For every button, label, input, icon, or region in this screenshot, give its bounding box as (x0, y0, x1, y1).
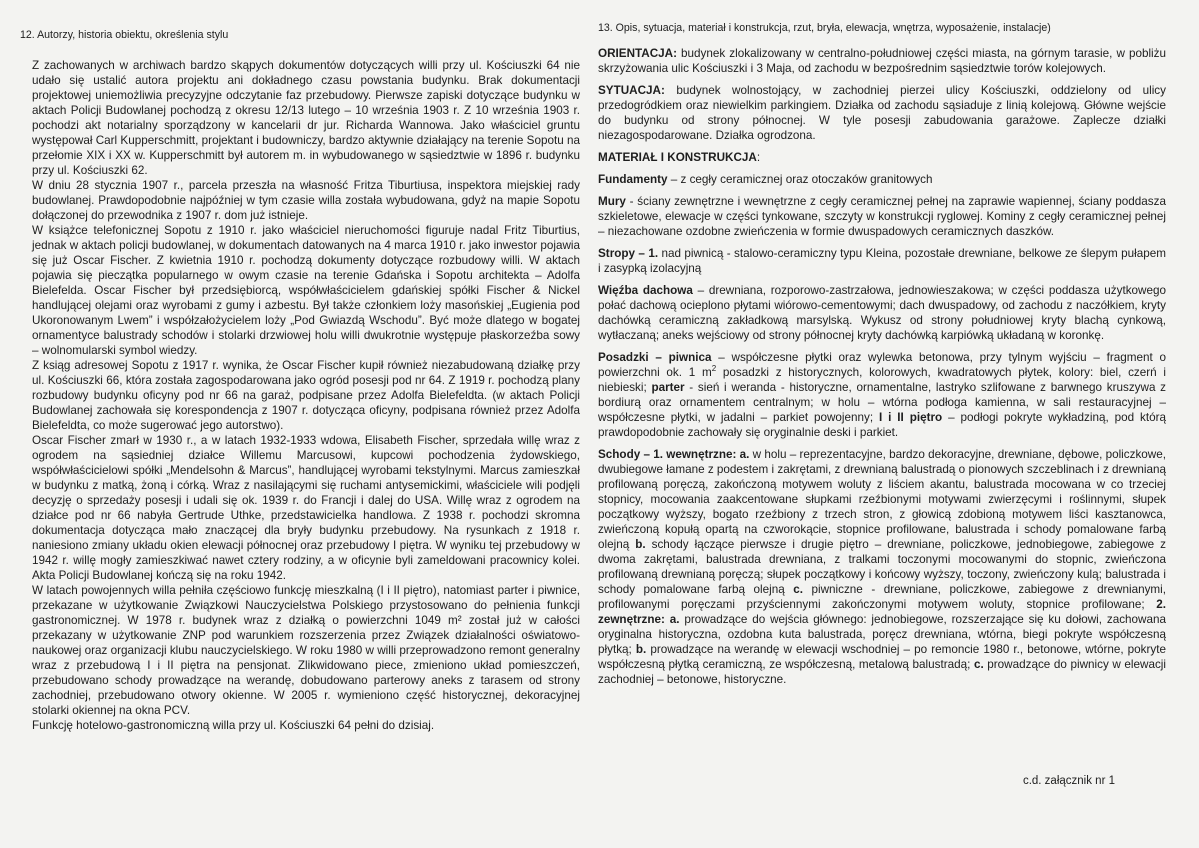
posadzki-label: Posadzki – piwnica (598, 351, 712, 364)
mury-text: - ściany zewnętrzne i wewnętrzne z cegły ceramicznej pełnej na zaprawie wapiennej, ściany poddasza szkieletowe, elewacje w części tynkowane, szczyty w konstrukcji ryglowej. Kominy z cegły ceramicznej pełnej – niezachowane ozdobne zwieńczenia w formie dwuspadowych ceramicznych daszków. (598, 195, 1166, 238)
posadzki-text: posadzki z historycznych, kolorowych, kwadratowych płytek, kolory: biel, czerń i niebieski; (598, 366, 1166, 394)
sytuacja-paragraph (598, 83, 1166, 143)
parter-label: parter (651, 381, 685, 394)
fundamenty-label: Fundamenty (598, 173, 668, 186)
material-heading (598, 150, 1166, 165)
fundamenty-text: – z cegły ceramicznej oraz otoczaków granitowych (667, 173, 933, 186)
left-column (0, 0, 590, 848)
stropy-text: nad piwnicą - stalowo-ceramiczny typu Kleina, pozostałe drewniane, belkowe ze ślepym pułapem i zasypką izolacyjną (598, 247, 1166, 275)
orientacja-text: budynek zlokalizowany w centralno-południowej części miasta, na górnym tarasie, w pobliżu skrzyżowania ulic Kościuszki i 3 Maja, od zachodu w bezpośrednim sąsiedztwie torów kolejowych. (598, 47, 1166, 75)
section-13-header: 13. Opis, sytuacja, materiał i konstrukcja, rzut, bryła, elewacja, wnętrza, wyposażenie, instalacje) (598, 22, 1051, 34)
schody-text: piwniczne - drewniane, policzkowe, zabiegowe z drewnianymi, profilowanymi poręczami przyściennymi zakończonymi motywem woluty, stopnice profilowane; (598, 583, 1166, 611)
posadzki-text: - sień i weranda - historyczne, ornamentalne, lastryko szlifowane z barwnego kruszywa z bordiurą oraz ornamentem centralnym; w holu – wtórna podłoga kamienna, w sali restauracyjnej – współczesne płytki, w jadalni – parkiet powojenny; (598, 381, 1166, 424)
posadzki-paragraph (598, 350, 1166, 440)
wiezba-label: Więźba dachowa (598, 284, 693, 297)
material-heading-text: MATERIAŁ I KONSTRUKCJA (598, 151, 757, 164)
schody-c-label: c. (793, 583, 803, 596)
schody-2c-label: c. (973, 658, 984, 671)
paragraph: W latach powojennych willa pełniła częściowo funkcję mieszkalną (I i II piętro), natomiast parter i piwnice, przekazane w użytkowanie Związkowi Nauczycielstwa Polskiego przystosowano do pełnienia funkcji gastronomicznej. W 1978 r. budynek wraz z działką o powierzchni 1049 m² został już w całości przekazany w użytkowanie ZNP pod warunkiem rozszerzenia przez Związek działalności oświatowo-naukowej oraz organizacji klubu nauczycielskiego. W roku 1980 w willi przeprowadzono remont generalny wraz z przebudową I i II piętra na pensjonat. Zlikwidowano piece, zmieniono układ pomieszczeń, przebudowano schody prowadzące na werandę, dobudowano parterowy aneks z tarasem od strony zachodniej, przebudowano otwory okienne. W 2005 r. wymieniono część historycznej, dekoracyjnej stolarki okiennej na okna PCV. (32, 584, 580, 717)
mury-paragraph (598, 194, 1166, 239)
schody-text: prowadzące do piwnicy w elewacji zachodniej – betonowe, historyczne. (598, 658, 1166, 686)
paragraph: W książce telefonicznej Sopotu z 1910 r. jako właściciel nieruchomości figuruje nadal Fritz Tiburtius, jednak w aktach policji budowlanej, w dokumentach datowanych na 4 marca 1910 r. jako inwestor pojawia się już Oscar Fischer. Z kwietnia 1910 r. pochodzą dokumenty dotyczące rozbudowy willi. W aktach pojawia się pieczątka popularnego w owym czasie na terenie Gdańska i Sopotu architekta – Adolfa Bielefelda. Oscar Fischer był przedsiębiorcą, współwłaścicielem gdańskiej spółki Fischer & Nickel handlującej olejami oraz wyrobami z gumy i azbestu. Był także członkiem loży masońskiej „Eugienia pod Ukoronowanym Lwem” i współzałożycielem loży „Pod Gwiazdą Wschodu”. Być może dlatego w bogatej ornamentyce balustrady schodów i stolarki drzwiowej holu willi dwukrotnie występuje płaskorzeźba sowy – wolnomularski symbol wiedzy. (32, 224, 580, 357)
continuation-note: c.d. załącznik nr 1 (1022, 775, 1115, 787)
posadzki-text: – podłogi pokryte wykładziną, pod którą prawdopodobnie zachowały się oryginalnie deski i parkiet. (598, 411, 1166, 439)
paragraph: Z zachowanych w archiwach bardzo skąpych dokumentów dotyczących willi przy ul. Kościuszki 64 nie udało się ustalić autora projektu ani dokładnego czasu powstania budynku. Brak dokumentacji projektowej uniemożliwia precyzyjne odczytanie faz przebudowy. Pierwsze zapiski dotyczące budynku w aktach Policji Budowlanej pochodzą z okresu 12/13 lutego – 10 września 1903 r. Z 10 września 1903 r. pochodzi akt notarialny sporządzony w kancelarii dr jur. Richarda Wannowa. Jako właściciel gruntu występował Carl Kupperschmitt, projektant i budowniczy, bardzo aktywnie działający na terenie Sopotu na przełomie XIX i XX w. Kupperschmitt był autorem m. in wybudowanego w sąsiedztwie w 1896 r. budynku przy ul. Kościuszki 62. (32, 59, 580, 177)
schody-paragraph (598, 447, 1166, 687)
right-column (598, 0, 1199, 848)
schody-b-label: b. (635, 538, 646, 551)
orientacja-label: ORIENTACJA: (598, 47, 677, 60)
schody-label: Schody – 1. wewnętrzne: a. (598, 448, 750, 461)
section-12-header: 12. Autorzy, historia obiektu, określenia stylu (20, 29, 229, 41)
history-text (32, 58, 580, 733)
sytuacja-text: budynek wolnostojący, w zachodniej pierzei ulicy Kościuszki, oddzielony od ulicy przedogródkiem oraz niewielkim parkingiem. Działka od zachodu sąsiaduje z linią kolejową. Główne wejście do budynku od strony północnej. W tyle posesji zabudowania garażowe. Zaplecze działki niezagospodarowane. Działka ogrodzona. (598, 84, 1166, 142)
stropy-paragraph (598, 246, 1166, 276)
wiezba-text: – drewniana, rozporowo-zastrzałowa, jednowieszakowa; w części poddasza użytkowego połać dachową ocieplono płytami wiórowo-cementowymi; dach dwuspadowy, od zachodu z naczółkiem, kryty dachówką ceramiczną zakładkową marsylską. Wykusz od strony południowej kryty blachą cynkową, wytłaczaną; aneks wejściowy od strony północnej kryty dachówką karpiówką układaną w koronkę. (598, 284, 1166, 342)
stropy-label: Stropy – 1. (598, 247, 659, 260)
paragraph: W dniu 28 stycznia 1907 r., parcela przeszła na własność Fritza Tiburtiusa, inspektora miejskiej rady budowlanej. Prawdopodobnie najpóźniej w tym czasie willa została wybudowana, gdyż na mapie Sopotu dołączonej do przewodnika z 1907 r. dom już istnieje. (32, 179, 580, 222)
wiezba-paragraph (598, 283, 1166, 343)
material-heading-colon: : (756, 151, 761, 164)
pietro-label: I i II piętro (879, 411, 943, 424)
schody-2-label: 2. zewnętrzne: a. (598, 598, 1166, 626)
schody-text: prowadzące do wejścia głównego: jednobiegowe, rozszerzające się ku dołowi, zachowana oryginalna historyczna, ozdobna kuta balustrada, poręcz drewniana, wtórna, biegi pokryte współczesną płytką; (598, 613, 1166, 656)
schody-text: schody łączące pierwsze i drugie piętro – drewniane, policzkowe, jednobiegowe, zabiegowe z dwoma zakrętami, balustrada drewniana, z tralkami toczonymi mocowanymi do stopnic, zwieńczona profilowaną drewnianą poręczą; słupek początkowy i końcowy wyższy, toczony, zwieńczony kulą; balustrada i schody pomalowane farbą olejną (598, 538, 1166, 596)
paragraph: Funkcję hotelowo-gastronomiczną willa przy ul. Kościuszki 64 pełni do dzisiaj. (32, 719, 435, 732)
schody-text: prowadzące na werandę w elewacji wschodniej – po remoncie 1980 r., betonowe, wtórne, pokryte współczesną płytką ceramiczną, ze współczesną, metalową balustradą; (598, 643, 1167, 671)
posadzki-text: – współczesne płytki oraz wylewka betonowa, przy tylnym wyjściu – fragment o powierzchni ok. 1 m (598, 351, 1166, 379)
orientacja-paragraph (598, 46, 1166, 76)
sytuacja-label: SYTUACJA: (598, 84, 665, 97)
superscript: 2 (711, 364, 717, 374)
paragraph: Oscar Fischer zmarł w 1930 r., a w latach 1932-1933 wdowa, Elisabeth Fischer, sprzedała willę wraz z ogrodem na sąsiedniej działce Willemu Marcusowi, kupcowi pochodzenia żydowskiego, współwłaścicielowi spółki „Mendelsohn & Marcus”, handlującej wyrobami tekstylnymi. Marcus zamieszkał w budynku z matką, żoną i córką. Wraz z nasilającymi się ruchami antysemickimi, właściciele wili podjęli decyzję o sprzedaży posesji i udali się ok. 1939 r. do Francji i dalej do USA. Willę wraz z ogrodem na działce pod nr 66 nabyła Gertrude Uthke, przedstawicielka handlowa. Z 1938 r. pochodzi skromna dokumentacja dotycząca mało znaczącej dla bryły budynku przebudowy. Na rysunkach z 1918 r. naniesiono zmiany układu okien elewacji północnej oraz przebudowy I piętra. W wyniku tej przebudowy w 1942 r. willę mogły zamieszkiwać nawet cztery rodziny, a w oficynie byli zameldowani pracownicy kolei. Akta Policji Budowlanej kończą się na roku 1942. (32, 434, 580, 582)
description-text (598, 46, 1166, 694)
fundamenty-paragraph (598, 172, 1166, 187)
paragraph: Z ksiąg adresowej Sopotu z 1917 r. wynika, że Oscar Fischer kupił również niezabudowaną działkę przy ul. Kościuszki 66, która została zagospodarowana jako ogród posesji pod nr 64. Z 1919 r. pochodzą plany rozbudowy budynku oficyny pod nr 66 na garaż, podpisane przez Adolfa Bielefeldta. (w aktach Policji Budowlanej zachowała się korespondencja z 1907 r. dotycząca oficyny, podpisana również przez Adolfa Bielefeldta, co może sugerować jego autorstwo). (32, 359, 580, 432)
mury-label: Mury (598, 195, 626, 208)
schody-2b-label: b. (635, 643, 647, 656)
schody-text: w holu – reprezentacyjne, bardzo dekoracyjne, drewniane, dębowe, policzkowe, dwubiegowe łamane z podestem i zakrętami, z drewnianą balustradą o pionowych szczeblinach i z drewnianą profilowaną poręczą, zakończoną motywem woluty z liściem akantu, balustrada mocowana w co trzeciej stopnicy, mocowania zaakcentowane słupkami rzeźbionymi motywami zwierzęcymi i roślinnymi, słupek początkowy wyższy, bogato rzeźbiony z trzech stron, z głowicą zdobioną motywem liści kasztanowca, zwieńczoną kopułą opartą na czworokącie, stopnice profilowane, balustrada i schody pomalowane farbą olejną (598, 448, 1166, 551)
